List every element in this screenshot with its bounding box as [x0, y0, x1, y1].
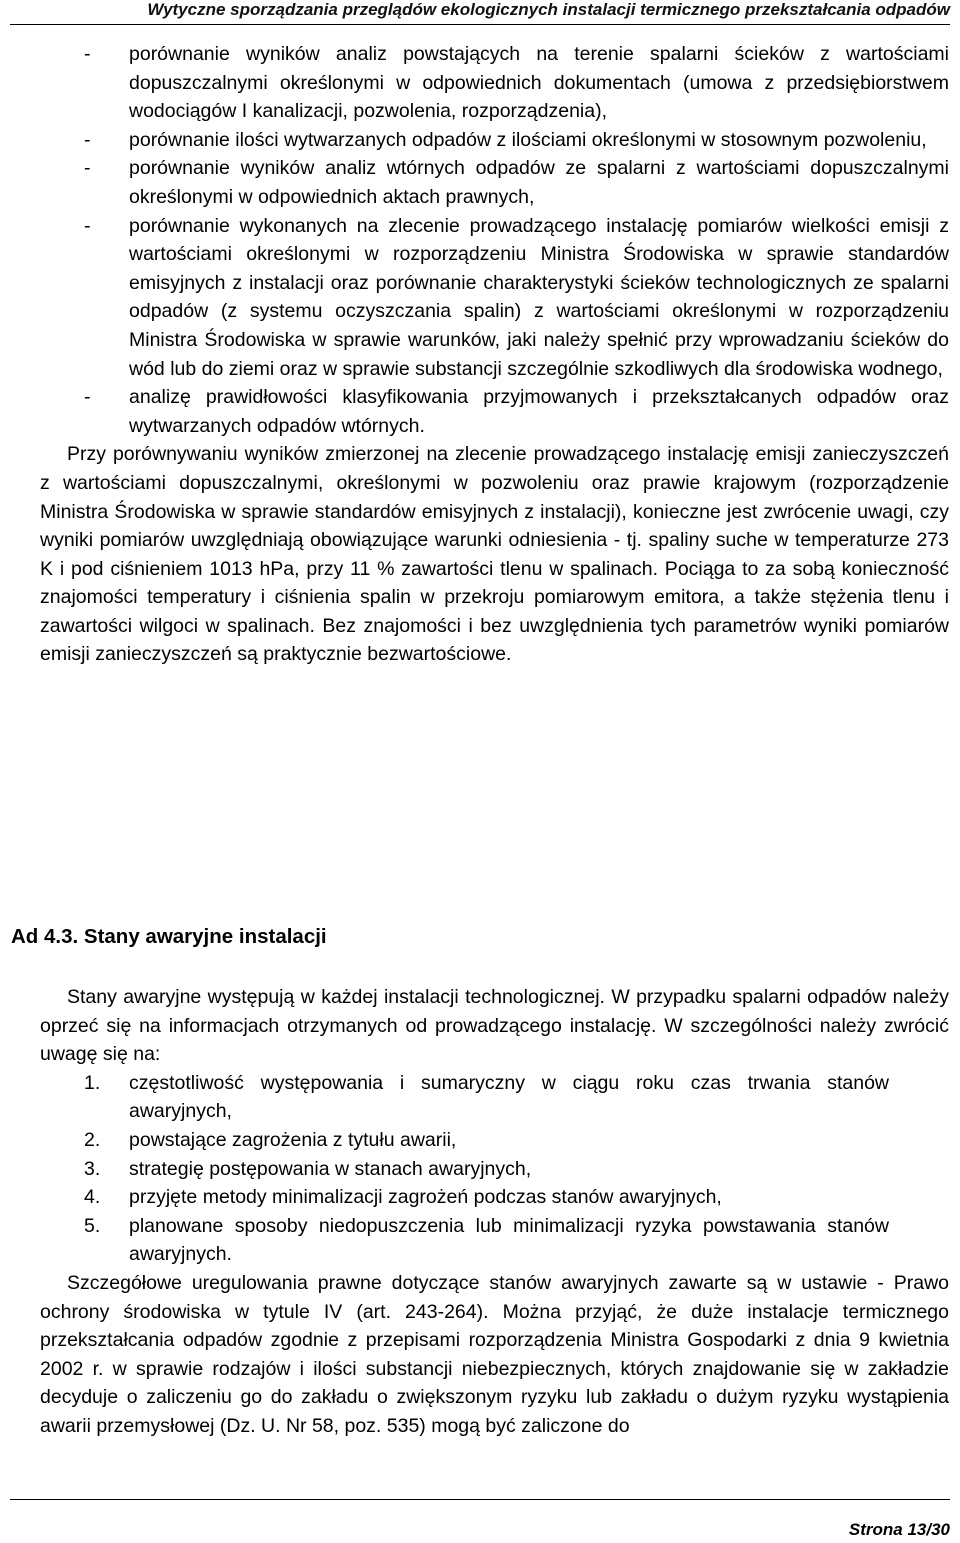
list-item-text: częstotliwość występowania i sumaryczny w ciągu roku czas trwania stanów awaryjnych,	[129, 1071, 889, 1123]
numbered-list	[40, 1069, 949, 1269]
list-item	[40, 154, 949, 211]
page-header	[0, 0, 960, 22]
item-number: 4.	[84, 1186, 101, 1209]
list-item	[40, 1155, 949, 1184]
paragraph-legal-regulations: Szczegółowe uregulowania prawne dotyczące stanów awaryjnych zawarte są w ustawie - Prawo ochrony środowiska w tytule IV (art. 243-264). Można przyjąć, że duże instalacje termicznego przekształcania odpadów zgodnie z przepisami rozporządzenia Ministra Gospodarki z dnia 9 kwietnia 2002 r. w sprawie rodzajów i ilości substancji niebezpiecznych, których znajdowanie się w zakładzie decyduje o zaliczeniu go do zakładu o zwiększonym ryzyku lub zakładu o dużym ryzyku wystąpienia awarii przemysłowej (Dz. U. Nr 58, poz. 535) mogą być zaliczone do	[40, 1271, 949, 1437]
list-item-text: strategię postępowania w stanach awaryjnych,	[129, 1157, 532, 1180]
page-number: Strona 13/30	[848, 1520, 950, 1539]
dash-marker: -	[84, 214, 91, 237]
bullet-list	[40, 40, 949, 440]
section-emergency-states	[40, 983, 949, 1441]
list-item-text: planowane sposoby niedopuszczenia lub minimalizacji ryzyka powstawania stanów awaryjnych.	[129, 1214, 889, 1266]
list-item-text: porównanie ilości wytwarzanych odpadów z ilościami określonymi w stosownym pozwoleniu,	[129, 128, 927, 151]
dash-marker: -	[84, 157, 91, 180]
list-item	[40, 212, 949, 384]
dash-marker: -	[84, 386, 91, 409]
item-number: 3.	[84, 1157, 101, 1180]
paragraph-intro: Stany awaryjne występują w każdej instalacji technologicznej. W przypadku spalarni odpadów należy oprzeć się na informacjach otrzymanych od prowadzącego instalację. W szczególności należy zwrócić uwagę się na:	[40, 986, 949, 1066]
list-item	[40, 1183, 949, 1212]
item-number: 5.	[84, 1214, 101, 1237]
item-number: 2.	[84, 1128, 101, 1151]
list-item	[40, 1069, 949, 1126]
item-number: 1.	[84, 1071, 101, 1094]
list-item-text: przyjęte metody minimalizacji zagrożeń podczas stanów awaryjnych,	[129, 1186, 722, 1209]
list-item	[40, 40, 949, 126]
list-item-text: analizę prawidłowości klasyfikowania przyjmowanych i przekształcanych odpadów oraz wytwarzanych odpadów wtórnych.	[129, 386, 949, 437]
paragraph-emission-comparison: Przy porównywaniu wyników zmierzonej na zlecenie prowadzącego instalację emisji zanieczyszczeń z wartościami dopuszczalnymi, określonymi w pozwoleniu oraz prawie krajowym (rozporządzenie Ministra Środowiska w sprawie standardów emisyjnych z instalacji), konieczne jest zwrócenie uwagi, czy wyniki pomiarów uwzględniają obowiązujące warunki odniesienia - tj. spaliny suche w temperaturze 273 K i pod ciśnieniem 1013 hPa, przy 11 % zawartości tlenu w spalinach. Pociąga to za sobą konieczność znajomości temperatury i ciśnienia spalin w przekroju pomiarowym emitora, a także stężenia tlenu i zawartości wilgoci w spalinach. Bez znajomości i bez uwzględnienia tych parametrów wyniki pomiarów emisji zanieczyszczeń są praktycznie bezwartościowe.	[40, 443, 949, 666]
header-rule	[10, 24, 950, 25]
footer-rule	[10, 1499, 950, 1500]
list-item-text: porównanie wyników analiz wtórnych odpadów ze spalarni z wartościami dopuszczalnymi określonymi w odpowiednich aktach prawnych,	[129, 157, 949, 208]
list-item	[40, 1126, 949, 1155]
header-title: Wytyczne sporządzania przeglądów ekologicznych instalacji termicznego przekształcania odpadów	[147, 0, 950, 19]
list-item-text: powstające zagrożenia z tytułu awarii,	[129, 1128, 457, 1151]
list-item	[40, 383, 949, 440]
list-item	[40, 126, 949, 155]
section-comparisons	[40, 40, 949, 669]
section-heading: Ad 4.3. Stany awaryjne instalacji	[11, 925, 327, 948]
list-item-text: porównanie wykonanych na zlecenie prowadzącego instalację pomiarów wielkości emisji z wartościami określonymi w rozporządzeniu Ministra Środowiska w sprawie standardów emisyjnych z instalacji oraz porównanie charakterystyki ścieków technologicznych ze spalarni odpadów (z systemu oczyszczania spalin) z wartościami określonymi w rozporządzeniu Ministra Środowiska w sprawie warunków, jaki należy spełnić przy wprowadzaniu ścieków do wód lub do ziemi oraz w sprawie substancji szczególnie szkodliwych dla środowiska wodnego,	[129, 214, 949, 380]
list-item	[40, 1212, 949, 1269]
dash-marker: -	[84, 128, 91, 151]
list-item-text: porównanie wyników analiz powstających na terenie spalarni ścieków z wartościami dopuszczalnymi określonymi w odpowiednich dokumentach (umowa z przedsiębiorstwem wodociągów I kanalizacji, pozwolenia, rozporządzenia),	[129, 43, 949, 123]
dash-marker: -	[84, 43, 91, 65]
